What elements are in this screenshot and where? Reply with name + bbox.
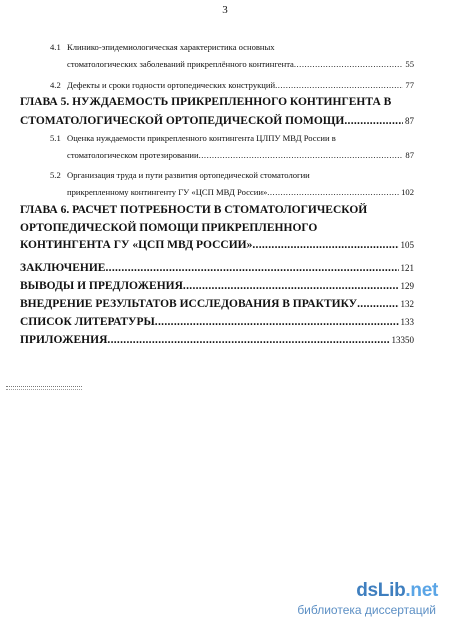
page-ref: 133	[400, 317, 414, 327]
section-number: 5.2	[50, 170, 61, 180]
heading-title: СПИСОК ЛИТЕРАТУРЫ	[20, 316, 155, 328]
page-ref: 132	[400, 299, 414, 309]
heading-title: ПРИЛОЖЕНИЯ	[20, 334, 108, 346]
page-ref: 77	[405, 80, 414, 90]
page-ref: 129	[400, 281, 414, 291]
page-ref: 105	[400, 240, 414, 250]
chapter-title-cont: ОРТОПЕДИЧЕСКОЙ ПОМОЩИ ПРИКРЕПЛЕННОГО	[20, 221, 318, 234]
page-ref: 102	[401, 187, 414, 197]
heading-title: ЗАКЛЮЧЕНИЕ	[20, 262, 106, 274]
toc-entry-title-cont: прикрепленному контингенту ГУ «ЦСП МВД России» ..... 102	[50, 187, 414, 198]
heading-title: ВНЕДРЕНИЕ РЕЗУЛЬТАТОВ ИССЛЕДОВАНИЯ В ПРАКТИКУ	[20, 298, 358, 310]
chapter-title: ГЛАВА 5. НУЖДАЕМОСТЬ ПРИКРЕПЛЕННОГО КОНТИНГЕНТА В	[20, 96, 392, 108]
page-ref: 87	[405, 150, 414, 160]
watermark-caption: библиотека диссертаций	[297, 603, 436, 617]
toc-entry-title: Клинико-эпидемиологическая характеристика основных	[67, 42, 275, 52]
watermark-logo: dsLib.net	[356, 580, 438, 601]
toc-entry-title: 4.2 Дефекты и сроки годности ортопедических конструкций ..... 77	[50, 80, 414, 91]
page-ref: 121	[400, 263, 414, 273]
page-number: 3	[222, 4, 228, 16]
section-number: 5.1	[50, 133, 61, 143]
toc-entry-title-cont: стоматологических заболеваний прикреплённого контингента ..... 55	[50, 59, 414, 70]
page-ref: 55	[405, 59, 414, 69]
chapter-title-cont: СТОМАТОЛОГИЧЕСКОЙ ОРТОПЕДИЧЕСКОЙ ПОМОЩИ ..... 87	[20, 115, 414, 129]
heading-title: ВЫВОДЫ И ПРЕДЛОЖЕНИЯ	[20, 280, 183, 292]
chapter-title: ГЛАВА 6. РАСЧЕТ ПОТРЕБНОСТИ В СТОМАТОЛОГИЧЕСКОЙ	[20, 204, 368, 216]
toc-entry-title-cont: стоматологическом протезировании ..... 87	[50, 150, 414, 161]
page-ref: 87	[405, 115, 414, 126]
page-ref: 13350	[391, 335, 414, 345]
chapter-title-cont: КОНТИНГЕНТА ГУ «ЦСП МВД РОССИИ» ..... 105	[20, 239, 414, 253]
section-number: 4.2	[50, 80, 61, 90]
toc-entry-title: Оценка нуждаемости прикрепленного контингента ЦЛПУ МВД России в	[67, 133, 336, 143]
section-number: 4.1	[50, 42, 61, 52]
toc-entry-title: Организация труда и пути развития ортопедической стоматологии	[67, 170, 310, 180]
